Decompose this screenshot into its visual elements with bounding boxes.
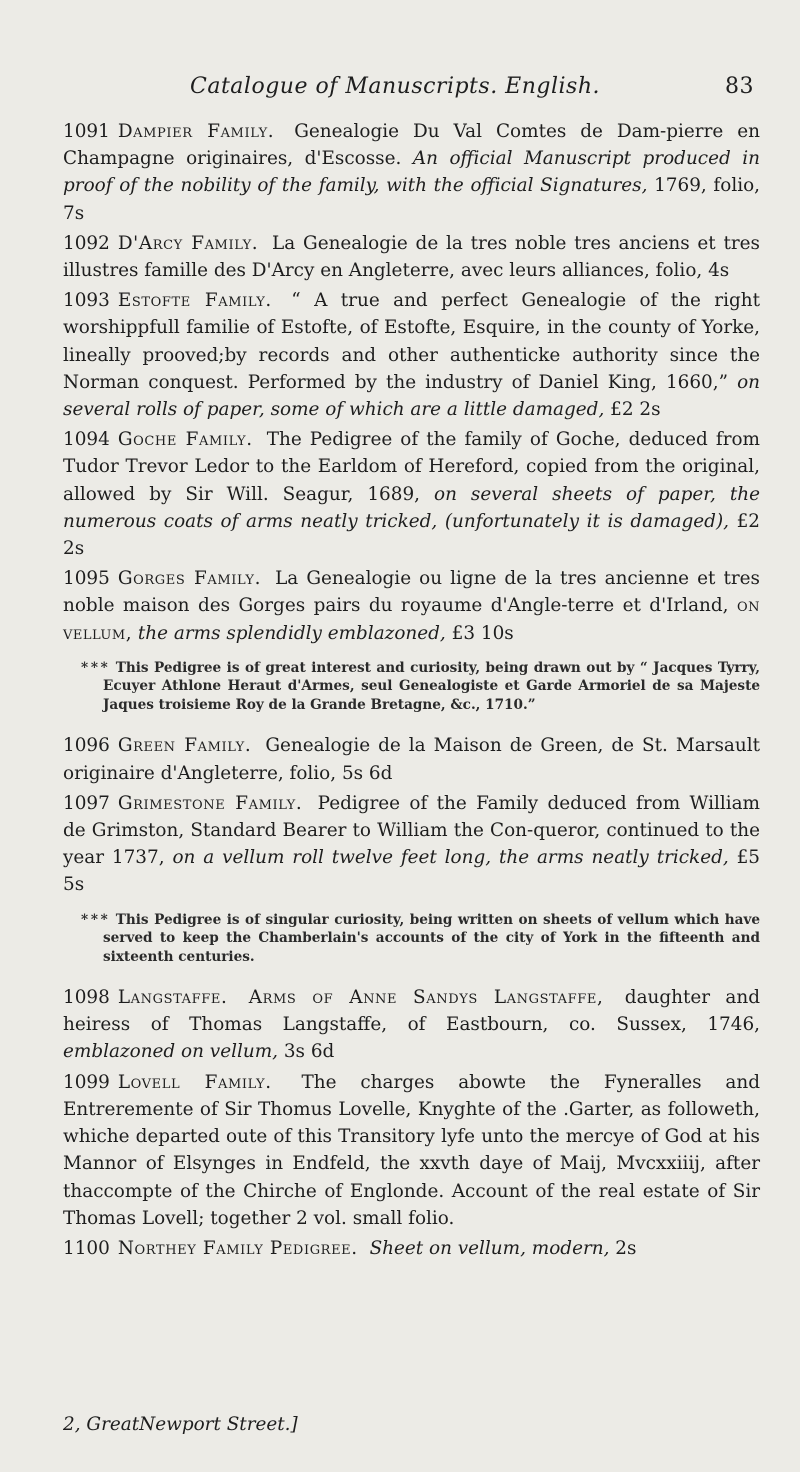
entry-text: daughter and heiress of Thomas Langstaffe, of Eastbourn, co. Sussex, 1746, (63, 987, 760, 1036)
entry-name: Estofte Family. (117, 290, 272, 312)
entry-list (63, 118, 760, 1265)
entry-number: 1094 (63, 429, 110, 451)
note-text: This Pedigree is of singular curiosity, being written on sheets of vellum which have served to keep the Chamberlain's accounts of the city of York in the fifteenth and sixteenth centuries. (103, 911, 760, 965)
entry-1100 (63, 1235, 760, 1262)
entry-name: D'Arcy Family. (117, 232, 259, 254)
entry-italic: on several rolls of paper, some of which are a little damaged, (63, 371, 760, 421)
entry-name: Langstaffe. (117, 987, 228, 1009)
entry-name: Gorges Family. (117, 568, 262, 590)
entry-name: Green Family. (117, 735, 252, 757)
entry-1092 (63, 230, 760, 284)
entry-price: £2 2s (63, 510, 760, 560)
entry-name: Grimestone Family. (117, 792, 303, 814)
entry-1095 (63, 565, 760, 647)
entry-text: The charges abowte the Fyneralles and Entreremente of Sir Thomus Lovelle, Knyghte of the .Garter, as followeth, whiche departed oute of this Transitory lyfe unto the mercye of God at his Mannor of Elsynges in Endfeld, the xxvth daye of Maij, Mvcxxiiij, after thaccompte of the Chirche of Englonde. Account of the real estate of Sir Thomas Lovell; together 2 vol. small folio. (63, 1071, 760, 1229)
entry-italic: emblazoned on vellum, (63, 1041, 278, 1063)
entry-1093 (63, 287, 760, 423)
entry-1097 (63, 790, 760, 899)
entry-number: 1097 (63, 792, 110, 814)
entry-text: La Genealogie de la tres noble tres anciens et tres illustres famille des D'Arcy en Angleterre, avec leurs alliances, folio, 4s (63, 232, 760, 282)
entry-number: 1093 (63, 290, 110, 312)
entry-number: 1099 (63, 1071, 110, 1093)
entry-1091 (63, 118, 760, 227)
entry-name: Goche Family. (117, 429, 253, 451)
entry-price: £5 5s (63, 847, 761, 896)
note-text: This Pedigree is of great interest and curiosity, being drawn out by “ Jacques Tyrry, Ecuyer Athlone Heraut d'Armes, seul Genealogiste et Garde Armoriel de sa Majeste Jaques troisieme Roy de la Grande Bretagne, &c., 1710.” (103, 659, 760, 713)
entry-1099 (63, 1069, 760, 1232)
entry-text: Genealogie Du Val Comtes de Dam-pierre en Champagne originaires, d'Escosse. (63, 121, 760, 170)
entry-text: “ A true and perfect Genealogie of the right worshippfull familie of Estofte, of Estofte, Esquire, in the county of Yorke, lineally prooved;by records and other authenticke authority since the Norman conquest. Performed by the industry of Daniel King, 1660,” (63, 290, 760, 393)
entry-note (81, 911, 760, 967)
publisher-address: 2, GreatNewport Street.] (63, 1414, 298, 1435)
entry-1098 (63, 984, 760, 1066)
asterism-icon: * * * (81, 911, 108, 928)
entry-1094 (63, 426, 760, 562)
asterism-icon: * * * (81, 659, 108, 676)
entry-price: £2 2s (610, 399, 661, 421)
entry-price: 3s 6d (283, 1041, 335, 1063)
entry-italic: the arms splendidly emblazoned, (137, 622, 446, 644)
entry-italic: An official Manuscript produced in proof of the nobility of the family, with the official Signatures, (63, 148, 760, 197)
entry-number: 1100 (63, 1237, 110, 1259)
entry-price: £3 10s (451, 622, 514, 644)
entry-number: 1098 (63, 987, 110, 1009)
entry-price: 1769, folio, 7s (63, 175, 760, 224)
entry-text: Pedigree of the Family deduced from William de Grimston, Standard Bearer to William the Con-queror, continued to the year 1737, (63, 792, 760, 869)
entry-italic: Sheet on vellum, modern, (369, 1237, 610, 1259)
entry-subject: Arms of Anne Sandys Langstaffe, (248, 987, 604, 1009)
entry-price: 2s (615, 1237, 637, 1259)
entry-number: 1095 (63, 568, 110, 590)
entry-note (81, 659, 760, 715)
entry-name: Dampier Family. (117, 121, 275, 142)
entry-text: La Genealogie ou ligne de la tres ancienne et tres noble maison des Gorges pairs du royaume d'Angle-terre et d'Irland, (63, 568, 760, 617)
running-title: Catalogue of Manuscripts. English. (190, 74, 601, 99)
entry-text: Genealogie de la Maison de Green, de St. Marsault originaire d'Angleterre, folio, 5s 6d (63, 735, 760, 784)
page-number: 83 (725, 74, 754, 99)
entry-1096 (63, 732, 760, 786)
entry-name: Lovell Family. (117, 1071, 272, 1093)
entry-smallcaps: on vellum, (63, 595, 760, 644)
entry-italic: on a vellum roll twelve feet long, the arms neatly tricked, (172, 847, 729, 869)
entry-number: 1091 (63, 121, 110, 142)
entry-name: Northey Family Pedigree. (117, 1237, 358, 1259)
entry-number: 1092 (63, 232, 110, 254)
entry-italic: on several sheets of paper, the numerous coats of arms neatly tricked, (unfortunately it is damaged), (63, 483, 760, 532)
entry-text: The Pedigree of the family of Goche, deduced from Tudor Trevor Ledor to the Earldom of Hereford, copied from the original, allowed by Sir Will. Seagur, 1689, (63, 429, 760, 505)
entry-number: 1096 (63, 735, 110, 757)
